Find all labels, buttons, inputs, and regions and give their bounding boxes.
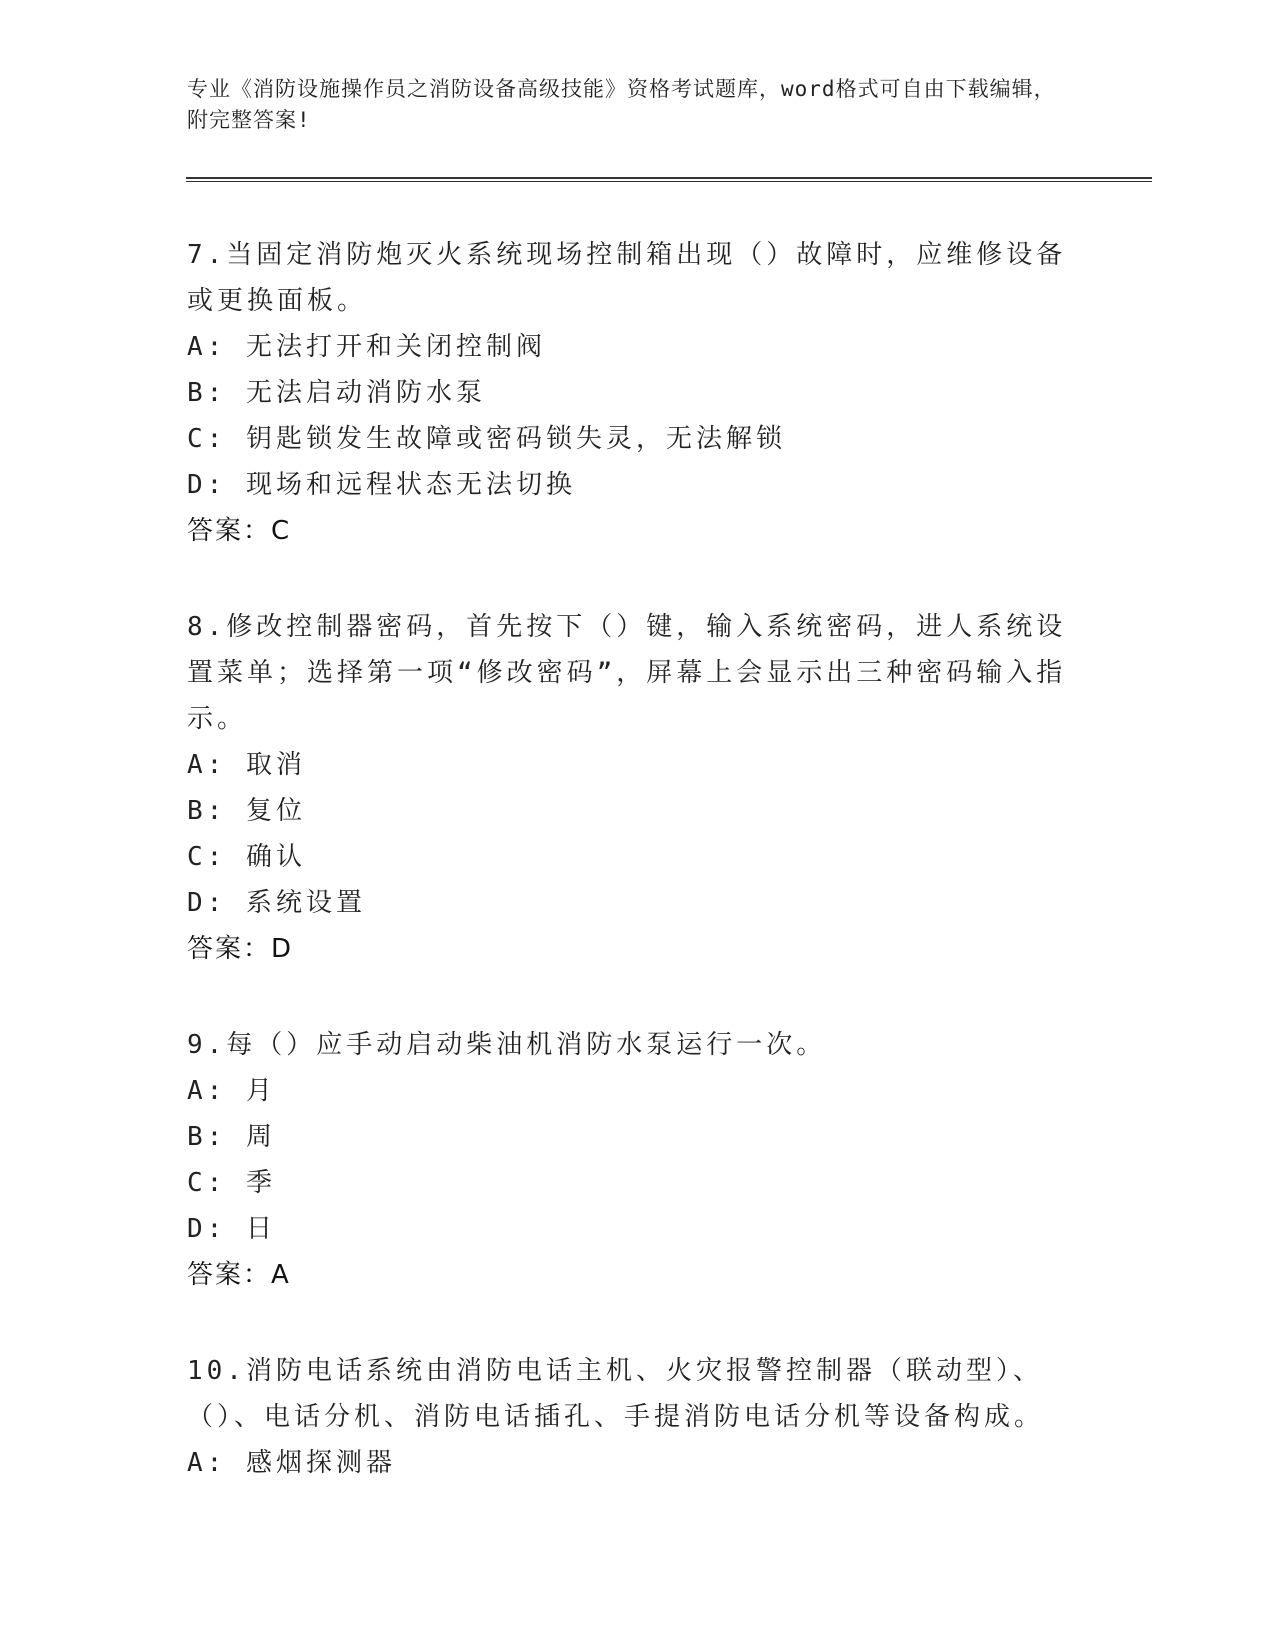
option-b: B: 周 bbox=[187, 1122, 276, 1152]
option-d: D: 现场和远程状态无法切换 bbox=[187, 470, 576, 500]
question-7 bbox=[187, 232, 1067, 554]
option-d: D: 系统设置 bbox=[187, 888, 366, 918]
question-stem: 8.修改控制器密码，首先按下（）键，输入系统密码，进人系统设置菜单；选择第一项“修改密码”，屏幕上会显示出三种密码输入指示。 bbox=[187, 612, 1067, 734]
question-10 bbox=[187, 1348, 1067, 1486]
question-list bbox=[187, 232, 1067, 1536]
question-9 bbox=[187, 1022, 1067, 1298]
option-c: C: 确认 bbox=[187, 842, 306, 872]
document-header: 专业《消防设施操作员之消防设备高级技能》资格考试题库，word格式可自由下载编辑，附完整答案! bbox=[187, 77, 1056, 132]
question-8 bbox=[187, 604, 1067, 972]
option-b: B: 复位 bbox=[187, 796, 306, 826]
answer: 答案：D bbox=[187, 934, 294, 964]
option-d: D: 日 bbox=[187, 1214, 276, 1244]
question-stem: 10.消防电话系统由消防电话主机、火灾报警控制器（联动型）、（）、电话分机、消防电话插孔、手提消防电话分机等设备构成。 bbox=[187, 1356, 1045, 1432]
option-c: C: 钥匙锁发生故障或密码锁失灵，无法解锁 bbox=[187, 424, 786, 454]
option-a: A: 月 bbox=[187, 1076, 276, 1106]
question-stem: 7.当固定消防炮灭火系统现场控制箱出现（）故障时，应维修设备或更换面板。 bbox=[187, 240, 1067, 316]
option-a: A: 无法打开和关闭控制阀 bbox=[187, 332, 546, 362]
answer: 答案：C bbox=[187, 516, 292, 546]
header-divider-thick bbox=[186, 177, 1152, 179]
answer: 答案：A bbox=[187, 1260, 291, 1290]
question-stem: 9.每（）应手动启动柴油机消防水泵运行一次。 bbox=[187, 1030, 827, 1060]
option-a: A: 感烟探测器 bbox=[187, 1448, 396, 1478]
option-b: B: 无法启动消防水泵 bbox=[187, 378, 486, 408]
option-c: C: 季 bbox=[187, 1168, 276, 1198]
option-a: A: 取消 bbox=[187, 750, 306, 780]
header-divider-thin bbox=[186, 181, 1152, 182]
